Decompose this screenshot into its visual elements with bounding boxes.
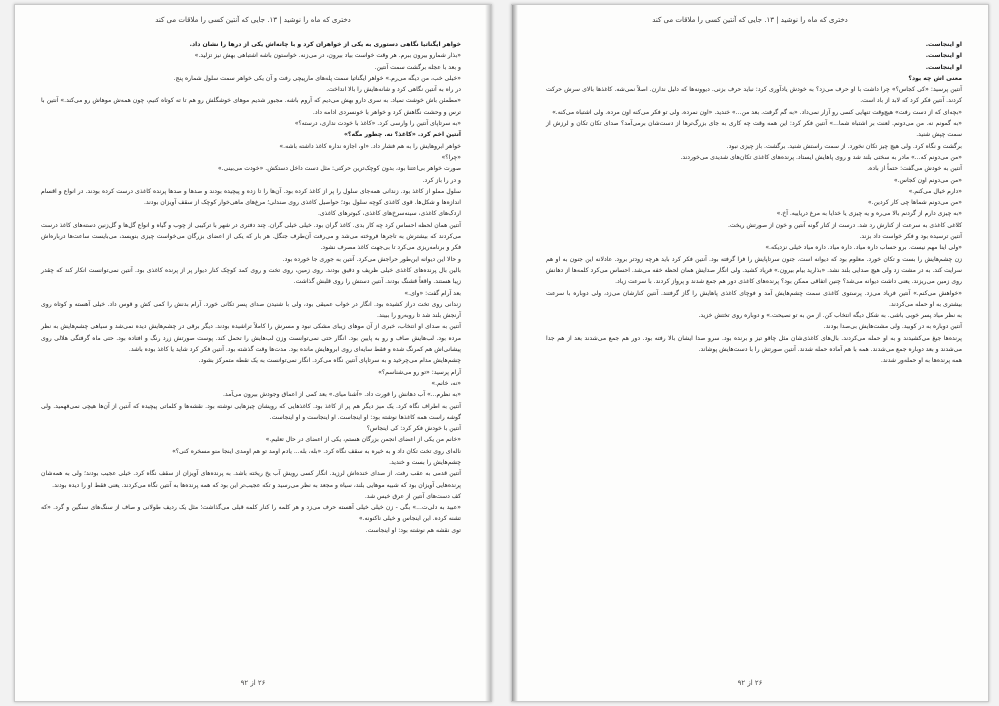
paragraph: و بعد با عجله برگشت سمت آنتین.: [374, 63, 461, 71]
paragraph: «من می‌دونم اون کجاس.»: [893, 176, 962, 184]
paragraph: «به سرتاپای آنتین را وارسی کرد. «کاغذ با خودت نداری، درسته؟»: [294, 120, 461, 128]
paragraph: «خیلی خب، من دیگه می‌رم.» خواهر ایگناتیا سمت پله‌های مارپیچی رفت و آن یکی خواهر سمت سلول شماره پنج.: [173, 74, 461, 82]
paragraph: و در را باز کرد.: [422, 176, 461, 184]
paragraph: «به نظرم...» آب دهانش را قورت داد. «آشنا میای.» بعد کمی از اعماق وجودش بیرون می‌آمد.: [222, 391, 461, 399]
paragraph: اردک‌های کاغذی، سینه‌سرخ‌های کاغذی، کبوترهای کاغذی.: [317, 210, 461, 218]
paragraph: خواهر ابروهایش را به هم فشار داد. «او، اجازه نداره کاغذ داشته باشه.»: [279, 142, 461, 150]
page-number: ۲۶ از ۹۲: [240, 679, 266, 687]
paragraph: او اینجاست.: [925, 63, 962, 71]
page-header: دختری که ماه را نوشید | ۱۳. جایی که آنتین کسی را ملاقات می کند: [652, 16, 848, 24]
page-body: [546, 39, 962, 661]
page-body: [41, 39, 461, 661]
paragraph: آنتین با خودش فکر کرد: کی اینجاس؟: [366, 425, 461, 433]
paragraph: «خواهش می‌کنم.» آنتین فریاد می‌زد. پرستوی کاغذی سمت چشم‌هایش آمد و فوچای کاغذی پاهایش را گاز گرفتند. آنتین کنارشان می‌زد، ولی دوباره با سرعت بیشتری به او حمله می‌کردند.: [546, 289, 962, 308]
paragraph: «ولی اینا مهم نیست. برو حساب داره میاد. داره میاد. داره میاد خیلی نزدیکه.»: [765, 244, 962, 252]
paragraph: «به گمونم نه. من می‌دونم. لعنت بر اشتباه شما...» آنتین فکر کرد: این همه وقت چه کاری به جای بزرگ‌ترها از دست‌شان برمی‌آمد؟ صدای تکان تکان و لرزش از سمت چپش شنید.: [546, 120, 962, 139]
paragraph: «چرا؟»: [441, 153, 461, 161]
page-edge-shadow: [485, 5, 491, 701]
paragraph: به نظر میاد پسر خوبی باشی. به شکل دیگه انتخاب کن. از من به تو نصیحت.» و دوباره روی تختش خزید.: [698, 312, 962, 320]
paragraph: او اینجاست.: [925, 52, 962, 60]
paragraph: برگشت و نگاه کرد. ولی هیچ چیز تکان نخورد. از سمت راستش شنید. برگشت. باز چیزی نبود.: [726, 142, 962, 150]
paragraph: پرنده‌ها جیغ می‌کشیدند و به او حمله می‌کردند. بال‌های کاغذی‌شان مثل چاقو تیز و برنده بود. سرو صدا ایشان بالا رفته بود. دور هم جمع می‌شدند بعد از هم جدا می‌شدند و بعد دوباره جمع می‌شدند. همه با هم آماده حمله شدند. آنتین صورتش را با دست‌هایش پوشاند.: [546, 334, 962, 354]
paragraph: آنتین اخم کرد. «کاغذ؟ نه. چطور مگه؟»: [343, 131, 461, 139]
paragraph: سلول مملو از کاغذ بود. زندانی همه‌جای سلول را پر از کاغذ کرده بود. آن‌ها را تا زده و پیچیده بودند و صدها و صدها پرنده کاغذی درست کرده بودند. در انواع و اقسام اندازه‌ها و شکل‌ها. قوی کاغذی کوچه سلول بود؛ حواصیل کاغذی روی صندلی؛ مرغ‌های ماهی‌خوار کوچک از سقف آویزان بودند.: [41, 187, 461, 207]
page-number: ۲۶ از ۹۲: [737, 679, 763, 687]
paragraph: چشم‌هایش مدام می‌چرخید و به سرتاپای آنتین نگاه می‌کرد. انگار نمی‌توانست به یک نقطه متمرکز بشود.: [198, 357, 461, 365]
left-page: [14, 4, 492, 702]
paragraph: کلاغی کاغذی به سرعت از کنارش رد شد. درست از کنار گونه آنتین و خون از صورتش ریخت.: [727, 221, 962, 229]
paragraph: «به چیزی دارم از گردنم بالا می‌ره و یه چیزی یا خدایا به مرغ دریاییه. آخ.»: [776, 210, 962, 218]
paragraph: آنتین به صدای او انتخاب، خبری از آن موهای زیبای مشکی نبود و مسرش را کاملاً تراشیده بودند. دیگر برقی در چشم‌هایش دیده نمی‌شد و سیاهی چشم‌هایش به نظر مرده بود. لب‌هایش صاف و رو به پایین بود. انگار حتی نمی‌توانست وزن لب‌هایش را تحمل کند. پوست صورتش زرد رنگ و افتاده بود. حتی ماه گرفتگی هلالی روی پیشانی‌اش هم کمرنگ شده و فقط سایه‌ای روی ابروهایش مانده بود. مدت‌ها وقت گذشته بود. آنتین فکر کرد شاید یا کاغذ بوده باشد.: [41, 323, 461, 354]
paragraph: «بچه‌ای که از دست رفت» هیچ‌وقت تنهایی کسی رو آزار نمی‌داد. «به گم گرفت. بعد من...» خندید. «اون نمرده. ولی تو فکر می‌کنه اون مرده. ولی اشتباه می‌کنه.»: [552, 108, 962, 116]
paragraph: آرام پرسید: «تو رو می‌شناسم؟»: [378, 368, 461, 376]
paragraph: چشم‌هایش را بست و خندید.: [389, 458, 461, 466]
paragraph: «دارم خیال می‌کنم.»: [908, 187, 962, 195]
paragraph: آنتین همان لحظه احساس کرد چه کار بدی. کاغذ گران بود. خیلی خیلی گران. چند دفتری در شهر با ترکیبی از چوب و گیاه و انواع گل‌ها و گل‌زنین دسته‌های کاغذ درست می‌کردند که بیشترش به تاجرها فروخته می‌شد و می‌رفت آن‌طرف جنگل. هر بار که یکی از اعضای بزرگان می‌خواست چیزی بنویسد، می‌بایست ساعت‌ها درباره‌اش فکر و برنامه‌ریزی می‌کرد تا بی‌جهت کاغذ مصرف نشود.: [41, 221, 461, 252]
paragraph: «من می‌دونم شماها چی کار کردین.»: [867, 199, 962, 207]
paragraph: همه پرنده‌ها به او حمله‌ور شدند.: [880, 357, 962, 365]
paragraph: «عبید به دلی‌ت...» بگی - زن خیلی خیلی آهسته حرف می‌زد و هر کلمه را کنار کلمه قبلی می‌گذاشت؛ مثل یک ردیف طولانی و صاف از سنگ‌های سنگین و گرد. «که تشنه کرده. این اینجاس و خیلی ناکنونه.»: [41, 504, 461, 523]
paragraph: «من می‌دونم که...» مادر به سختی بلند شد و روی پاهایش ایستاد. پرنده‌های کاغذی تکان‌های شدیدی می‌خوردند.: [680, 153, 962, 161]
paragraph: ناله‌ای روی تخت تکان داد و به خیره به سقف نگاه کرد. «بله، بله... یادم اومد تو هم اومدی اینجا منو مسخره کنی؟»: [172, 447, 461, 455]
paragraph: صورت خواهر بی‌اعتنا بود، بدون کوچک‌ترین حرکتی: مثل دست داخل دستکش. «خودت می‌بینی.»: [217, 165, 461, 173]
paragraph: «بذار شمارو بیرون ببرم. هر وقت خواست بیاد بیرون، در می‌زنه. خواستون باشه اشتباهی بهش نیز تزلید.»: [194, 52, 461, 60]
paragraph: «مطمئن باش خوشت نمیاد. به سری دارو بهش می‌دیم که آروم باشه. مجبور شدیم موهای خوشگلش رو هم تا ته کوتاه کنیم، چون همه‌ش موهاش رو می‌کند.» آنتین با ترس و وحشت نگاهش کرد و خواهر با خونسردی ادامه داد.: [41, 97, 461, 116]
paragraph: آنتین به خودش می‌گفت: حتماً از باده.: [867, 165, 962, 173]
paragraph: آنتین ترسیده بود و فکر خواست داد بزند.: [859, 233, 962, 241]
paragraph: زندانی روی تخت دراز کشیده بود. انگار در خواب عمیقی بود، ولی با شنیدن صدای پسر تکانی خورد. آرام بدنش را کمی کش و قوس داد. خیلی آهسته و کوتاه روی آرنجش بلند شد تا روبه‌رو را ببیند.: [41, 300, 461, 320]
page-edge-shadow: [512, 5, 518, 701]
paragraph: آنتین پرسید: «کی کجاس؟» چرا داشت با او حرف می‌زد؟ به خودش یادآوری کرد: نباید حرف بزنی. دیوونه‌ها که دلیل ندارن. اصلاً نمی‌شه. کاغذها بالای سرش حرکت کردند. آنتین فکر کرد که لابد از باد است.: [546, 86, 962, 105]
paragraph: و حالا این دیوانه این‌طور حراجش می‌کرد. آنتین به جوری جا خورده بود.: [282, 255, 461, 263]
paragraph: در راه به آنتین نگاهی کرد و شانه‌هایش را بالا انداخت.: [326, 86, 461, 94]
paragraph: «خانم من یکی از اعضای انجمن بزرگان هستم، یکی از اعضای در حال تعلیم.»: [265, 436, 461, 444]
paragraph: او اینجاست.: [925, 41, 962, 48]
paragraph: خواهر ایگناتیا نگاهی دستوری به یکی از خواهران کرد و با چانه‌اش یکی از درها را نشان داد.: [189, 41, 461, 48]
paragraph: زن چشم‌هایش را بست و تکان خورد. معلوم بود که دیوانه است. جنون سرتاپایش را فرا گرفته بود. آنتین فکر کرد باید هرچه زودتر برود. عادلانه این جنون به او هم سرایت کند. به در مشت زد ولی هیچ صدایی بلند نشد. «بذارید بیام بیرون.» فریاد کشید. ولی انگار صدایش همان لحظه خفه می‌شد. احساس می‌کرد کلمه‌ها از دهانش روی زمین می‌ریزند. یعنی داشت دیوانه می‌شد؟ چنین اتفاقی ممکن بود؟ پرنده‌های کاغذی دور هم جمع شدند و پرواز کردند. با سرعت زیاد.: [546, 255, 962, 286]
paragraph: «نه، خانم.»: [431, 379, 461, 387]
paragraph: بالین بال پرنده‌های کاغذی خیلی ظریف و دقیق بودند. روی زمین، روی تخت و روی کمد کوچک کنار دیوار پر از پرنده کاغذی بود. آنتین نمی‌توانست انکار کند که چقدر زیبا هستند. واقعاً قشنگ بودند. آنتین دستش را روی قلبش گذاشت.: [41, 266, 461, 286]
paragraph: بعد آرام گفت: «وای.»: [404, 289, 461, 297]
paragraph: آنتین به اطراف نگاه کرد. یک میز دیگر هم پر از کاغذ بود. کاغذهایی که رویشان چیزهایی نوشته بود. نقشه‌ها و کلماتی پیچیده که آنتین از آن‌ها هیچی نمی‌فهمید. ولی گوشه راست همه کاغذها نوشته بود: او اینجاست. او اینجاست و او اینجاست.: [41, 402, 461, 421]
paragraph: آنتین قدمی به عقب رفت. از صدای خنده‌اش لرزید. انگار کسی رویش آب یخ ریخته باشد. به پرنده‌های آویزان از سقف نگاه کرد. خیلی عجیب بودند؛ ولی به همه‌شان پرنده‌هایی آویزان بود که شبیه موهایی بلند، سیاه و مجعد به نظر می‌رسید و تکه عجیب‌تر این بود که همه پرنده‌ها به آنتین نگاه می‌کردند. یعنی فقط او را دیده بودند.: [41, 470, 461, 489]
paragraph: کف دست‌های آنتین از عرق خیس شد.: [364, 492, 461, 500]
paragraph: آنتین دوباره به در کوبید. ولی مشت‌هایش بی‌صدا بودند.: [823, 323, 962, 331]
right-page: [511, 4, 989, 702]
page-header: دختری که ماه را نوشید | ۱۳. جایی که آنتین کسی را ملاقات می کند: [155, 16, 351, 24]
paragraph: توی نقشه هم نوشته بود: او اینجاست.: [365, 526, 461, 534]
paragraph: معنی اش چه بود؟: [908, 74, 962, 82]
